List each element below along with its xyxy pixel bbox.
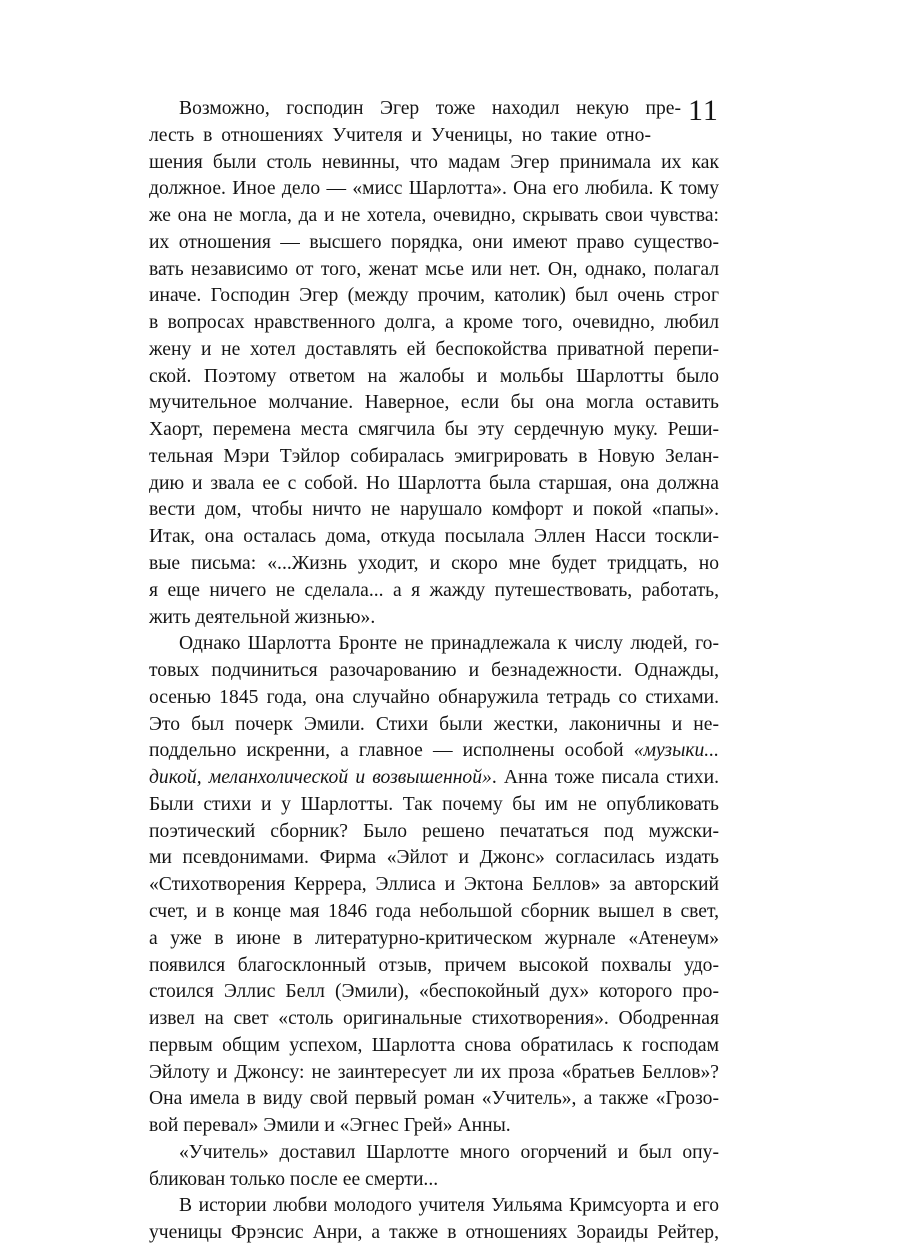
text-fragment: появился благосклонный отзыв, причем высокой похвалы удо- [149,954,719,976]
text-fragment: Были стихи и у Шарлотты. Так почему бы им не опубликовать [149,793,719,815]
text-fragment: Эйлоту и Джонсу: не заинтересует ли их проза «братьев Беллов»? [149,1061,719,1083]
text-fragment: извел на свет «столь оригинальные стихотворения». Ободренная [149,1008,719,1030]
text-line [149,685,719,712]
text-fragment: должное. Иное дело — «мисс Шарлотта». Она его любила. К тому [149,178,719,200]
text-line [149,605,719,632]
text-line [149,257,719,284]
text-line [149,123,651,150]
text-line [149,631,719,658]
text-line [149,926,719,953]
text-line [149,845,719,872]
text-line [149,658,719,685]
text-line [149,899,719,926]
text-fragment: мучительное молчание. Наверное, если бы она могла оставить [149,392,719,414]
text-fragment: . Анна тоже писала стихи. [491,767,719,789]
text-line [149,765,719,792]
text-line [149,230,719,257]
text-fragment: жену и не хотел доставлять ей беспокойства приватной перепи- [149,338,719,360]
text-line [149,953,719,980]
text-fragment: ской. Поэтому ответом на жалобы и мольбы Шарлотты было [149,365,719,387]
text-fragment: в вопросах нравственного долга, а кроме того, очевидно, любил [149,312,719,334]
text-fragment: же она не могла, да и не хотела, очевидно, скрывать свои чувства: [149,205,719,227]
text-line [149,283,719,310]
text-fragment: вые письма: «...Жизнь уходит, и скоро мне будет тридцать, но [149,553,719,575]
text-fragment: я еще ничего не сделала... а я жажду путешествовать, работать, [149,579,719,601]
text-fragment: Возможно, господин Эгер тоже находил некую пре- [179,98,681,119]
text-fragment: Она имела в виду свой первый роман «Учитель», а также «Грозо- [149,1088,719,1110]
text-fragment: «Стихотворения Керрера, Эллиса и Эктона Беллов» за авторский [149,874,719,896]
text-fragment: В истории любви молодого учителя Уильяма Кримсуорта и его [179,1195,719,1217]
text-line [149,872,719,899]
text-line [149,1140,719,1167]
text-line [149,203,719,230]
text-line [149,444,719,471]
text-fragment: вой перевал» Эмили и «Эгнес Грей» Анны. [149,1115,511,1137]
text-fragment: Это был почерк Эмили. Стихи были жестки, лаконичны и не- [149,713,719,735]
italic-quote: «музыки... [633,740,719,762]
text-line [149,738,719,765]
text-line [149,1006,719,1033]
text-line [149,417,719,444]
text-fragment: счет, и в конце мая 1846 года небольшой сборник вышел в свет, [149,900,719,922]
text-fragment: тельная Мэри Тэйлор собиралась эмигрировать в Новую Зелан- [149,445,719,467]
text-line [149,979,719,1006]
text-line [149,1060,719,1087]
text-fragment: поэтический сборник? Было решено печататься под мужски- [149,820,719,842]
text-line [149,337,719,364]
text-line [149,1033,719,1060]
text-line [149,712,719,739]
text-fragment: шения были столь невинны, что мадам Эгер принимала их как [149,151,719,173]
text-line [149,578,719,605]
text-fragment: ми псевдонимами. Фирма «Эйлот и Джонс» согласилась издать [149,847,719,869]
text-fragment: иначе. Господин Эгер (между прочим, католик) был очень строг [149,285,719,307]
text-fragment: лесть в отношениях Учителя и Ученицы, но такие отно- [149,124,651,146]
text-line [149,1113,719,1140]
text-line [149,176,719,203]
text-fragment: товых подчиниться разочарованию и безнадежности. Однажды, [149,660,719,682]
text-fragment: ученицы Фрэнсис Анри, а также в отношениях Зораиды Рейтер, [149,1222,719,1244]
text-line [149,96,681,123]
text-line [149,819,719,846]
text-fragment: осенью 1845 года, она случайно обнаружила тетрадь со стихами. [149,686,719,708]
text-fragment: Хаорт, перемена места смягчила бы эту сердечную муку. Реши- [149,419,719,441]
text-fragment: «Учитель» доставил Шарлотте много огорчений и был опу- [179,1141,719,1163]
text-line [149,524,719,551]
text-fragment: бликован только после ее смерти... [149,1168,439,1190]
text-fragment: поддельно искренни, а главное — исполнены особой [149,740,634,762]
text-fragment: первым общим успехом, Шарлотта снова обратилась к господам [149,1034,719,1056]
page-number: 11 [688,94,719,127]
text-line [149,1086,719,1113]
text-line [149,150,719,177]
body-text [149,96,719,1247]
text-line [149,1220,719,1247]
text-fragment: дию и звала ее с собой. Но Шарлотта была старшая, она должна [149,472,719,494]
text-line [149,390,719,417]
text-line [149,792,719,819]
text-fragment: стоился Эллис Белл (Эмили), «беспокойный дух» которого про- [149,981,719,1003]
text-fragment: а уже в июне в литературно-критическом журнале «Атенеум» [149,927,719,949]
text-line [149,1193,719,1220]
text-fragment: Итак, она осталась дома, откуда посылала Эллен Насси тоскли- [149,526,719,548]
text-fragment: Однако Шарлотта Бронте не принадлежала к числу людей, го- [179,633,719,655]
text-line [149,1167,719,1194]
text-line [149,310,719,337]
text-fragment: вести дом, чтобы ничто не нарушало комфорт и покой «папы». [149,499,719,521]
text-fragment: их отношения — высшего порядка, они имеют право существо- [149,231,719,253]
italic-quote: дикой, меланхолической и возвышенной» [149,767,492,789]
text-line [149,551,719,578]
text-line [149,497,719,524]
text-fragment: вать независимо от того, женат мсье или нет. Он, однако, полагал [149,258,719,280]
text-fragment: жить деятельной жизнью». [149,606,376,628]
text-line [149,364,719,391]
text-line [149,471,719,498]
